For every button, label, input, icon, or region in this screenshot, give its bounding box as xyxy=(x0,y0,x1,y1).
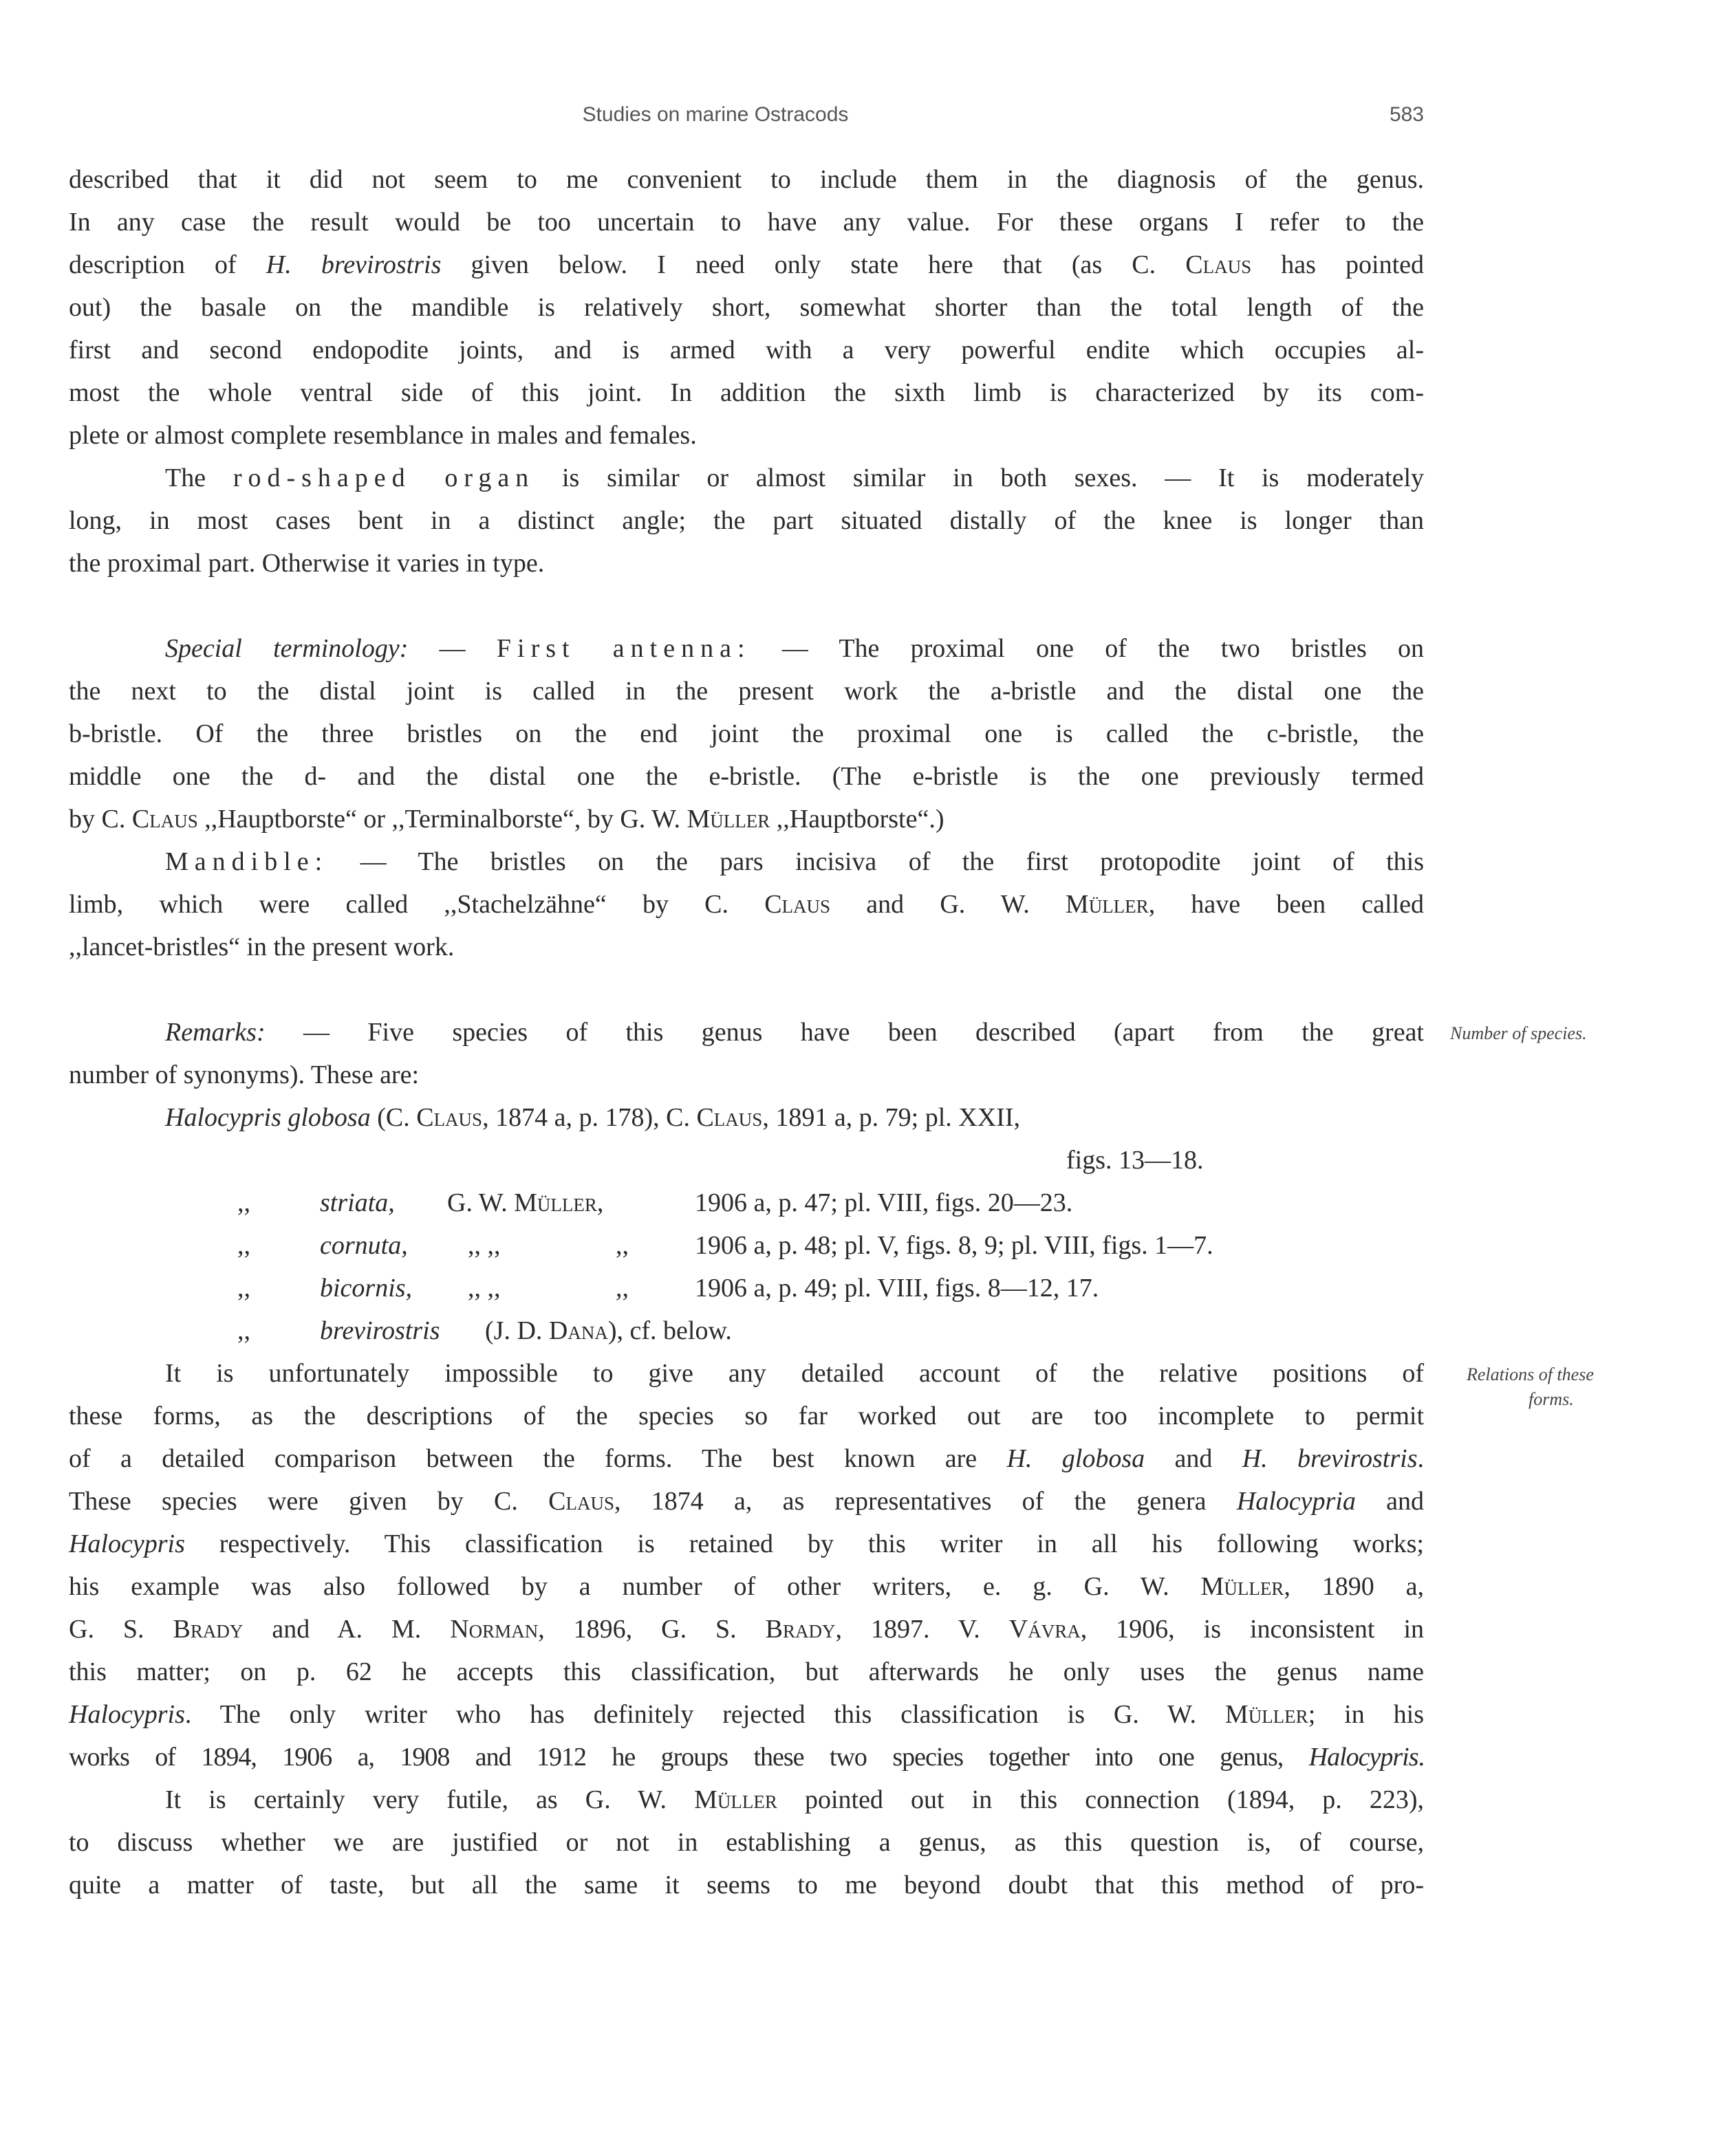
text-line: Special terminology: — First antenna: — The proximal one of the two bristles on xyxy=(165,634,1425,663)
species-name: brevirostris xyxy=(320,1316,440,1345)
text-line: G. S. Brady and A. M. Norman, 1896, G. S. Brady, 1897. V. Vávra, 1906, is inconsistent in xyxy=(69,1615,1425,1644)
text-line: limb, which were called ,,Stachelzähne“ by C. Claus and G. W. Müller, have been called xyxy=(69,890,1424,919)
text-line: Remarks: — Five species of this genus have been described (apart from the great xyxy=(165,1018,1424,1047)
species-reference: 1906 a, p. 47; pl. VIII, figs. 20—23. xyxy=(695,1188,1073,1217)
text-line: The rod-shaped organ is similar or almost similar in both sexes. — It is moderately xyxy=(165,464,1425,492)
text-line: ,,lancet-bristles“ in the present work. xyxy=(69,933,455,961)
text-line: middle one the d- and the distal one the e-bristle. (The e-bristle is the one previously termed xyxy=(69,762,1424,791)
text-line: It is certainly very futile, as G. W. Müller pointed out in this connection (1894, p. 223), xyxy=(165,1785,1424,1814)
text-line: quite a matter of taste, but all the same it seems to me beyond doubt that this method of pro- xyxy=(69,1871,1424,1899)
running-header: Studies on marine Ostracods xyxy=(582,103,849,126)
margin-note-relations: Relations of these xyxy=(1467,1364,1594,1384)
species-name: cornuta, xyxy=(320,1231,408,1260)
text-line: the next to the distal joint is called in the present work the a-bristle and the distal one the xyxy=(69,677,1424,706)
species-author: G. W. Müller, xyxy=(447,1188,604,1217)
text-line: out) the basale on the mandible is relatively short, somewhat shorter than the total length of the xyxy=(69,293,1424,322)
text-line: of a detailed comparison between the forms. The best known are H. globosa and H. brevirostris. xyxy=(69,1444,1424,1473)
text-line: the proximal part. Otherwise it varies in type. xyxy=(69,549,545,578)
text-line: his example was also followed by a number of other writers, e. g. G. W. Müller, 1890 a, xyxy=(69,1572,1424,1601)
text-line: long, in most cases bent in a distinct angle; the part situated distally of the knee is longer than xyxy=(69,506,1424,535)
text-line: by C. Claus ,,Hauptborste“ or ,,Terminalborste“, by G. W. Müller ,,Hauptborste“.) xyxy=(69,805,944,834)
text-line: Halocypris respectively. This classification is retained by this writer in all his following works; xyxy=(69,1529,1424,1558)
text-line: most the whole ventral side of this joint. In addition the sixth limb is characterized by its com- xyxy=(69,378,1424,407)
text-line: first and second endopodite joints, and is armed with a very powerful endite which occupies al- xyxy=(69,336,1424,364)
page-number: 583 xyxy=(1389,103,1424,126)
text-line: These species were given by C. Claus, 1874 a, as representatives of the genera Halocypria and xyxy=(69,1487,1424,1516)
ditto-mark: ,, xyxy=(237,1274,250,1303)
text-line: works of 1894, 1906 a, 1908 and 1912 he groups these two species together into one genus, Halocypris. xyxy=(69,1743,1424,1772)
ditto-mark: ,, xyxy=(237,1231,250,1260)
ditto-mark: ,, xyxy=(237,1316,250,1345)
text-line: these forms, as the descriptions of the species so far worked out are too incomplete to permit xyxy=(69,1402,1424,1430)
text-line: description of H. brevirostris given below. I need only state here that (as C. Claus has pointed xyxy=(69,250,1424,279)
ditto-author: ,, xyxy=(616,1274,629,1303)
ditto-author: ,, ,, xyxy=(468,1274,501,1303)
species-reference: 1906 a, p. 48; pl. V, figs. 8, 9; pl. VIII, figs. 1—7. xyxy=(695,1231,1213,1260)
species-name: striata, xyxy=(320,1188,395,1217)
ditto-mark: ,, xyxy=(237,1188,250,1217)
species-entry: Halocypris globosa (C. Claus, 1874 a, p. 178), C. Claus, 1891 a, p. 79; pl. XXII, xyxy=(165,1103,1020,1132)
species-name: bicornis, xyxy=(320,1274,413,1303)
species-entry-continuation: figs. 13—18. xyxy=(1066,1146,1204,1175)
text-line: In any case the result would be too uncertain to have any value. For these organs I refer to the xyxy=(69,208,1424,237)
text-line: plete or almost complete resemblance in males and females. xyxy=(69,421,697,450)
ditto-author: ,, ,, xyxy=(468,1231,501,1260)
text-line: Mandible: — The bristles on the pars incisiva of the first protopodite joint of this xyxy=(165,847,1424,876)
text-line: to discuss whether we are justified or not in establishing a genus, as this question is, of course, xyxy=(69,1828,1424,1857)
text-line: It is unfortunately impossible to give any detailed account of the relative positions of xyxy=(165,1359,1424,1388)
text-line: described that it did not seem to me convenient to include them in the diagnosis of the genus. xyxy=(69,165,1424,194)
species-author: (J. D. Dana), cf. below. xyxy=(485,1316,732,1345)
text-line: b-bristle. Of the three bristles on the end joint the proximal one is called the c-bristle, the xyxy=(69,719,1424,748)
text-line: this matter; on p. 62 he accepts this classification, but afterwards he only uses the genus name xyxy=(69,1657,1424,1686)
species-reference: 1906 a, p. 49; pl. VIII, figs. 8—12, 17. xyxy=(695,1274,1099,1303)
ditto-author: ,, xyxy=(616,1231,629,1260)
margin-note-number-of-species: Number of species. xyxy=(1450,1023,1587,1043)
text-line: Halocypris. The only writer who has definitely rejected this classification is G. W. Müller; in his xyxy=(69,1700,1424,1729)
text-line: number of synonyms). These are: xyxy=(69,1060,420,1089)
margin-note-relations-cont: forms. xyxy=(1529,1389,1574,1409)
